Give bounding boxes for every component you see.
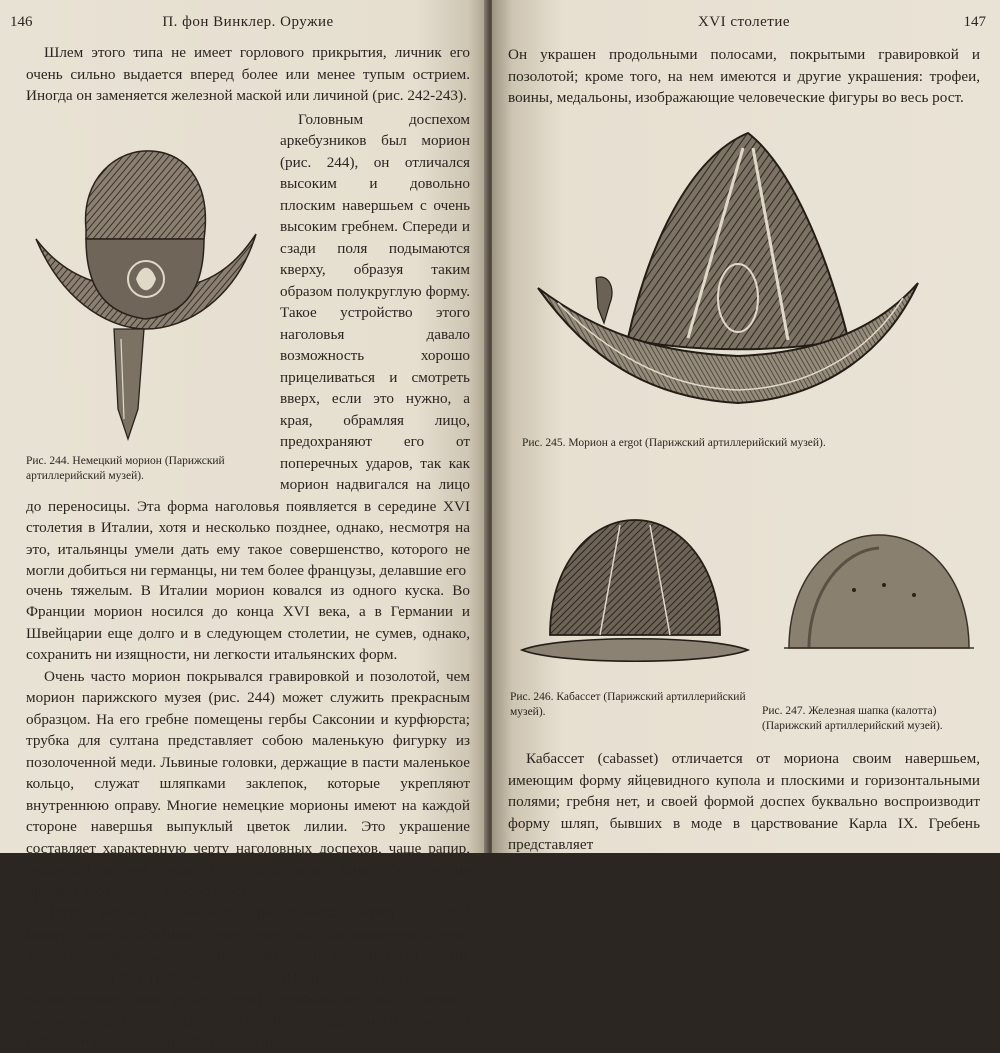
right-page (492, 0, 1000, 853)
morion-244-illustration (26, 139, 266, 459)
left-paragraph-4: Другой морион Парижского артиллерийского музея (рис. 245) может служить образцом формы, известной под названием a ergot, вследствие маленького острия, который оканчивается очень коническое и без гребней навершье. (Некоторые называют такие каски легкими армэ, petits armets.) Превосходная работа данного наголовья дает повод думать, что она принадлежит итальянской работе второй половины XVI столетия. (26, 904, 470, 1050)
figure-247-caption: Рис. 247. Железная шапка (калотта) (Парижский артиллерийский музей). (762, 705, 943, 732)
cabasset-246-illustration (520, 515, 750, 675)
left-page (0, 0, 488, 1050)
page-number-left: 146 (10, 14, 33, 30)
left-paragraph-1: Шлем этого типа не имеет горлового прикрытия, личник его очень сильно выдается вперед более или менее тупым острием. Иногда он заменяется железной маской или личиной (рис. 242-243). (26, 44, 470, 104)
page-number-right: 147 (963, 14, 986, 30)
figure-244 (26, 109, 274, 491)
running-head-right: XVI столетие (697, 14, 791, 30)
figure-245-caption: Рис. 245. Морион a ergot (Парижский артиллерийский музей). (522, 437, 826, 449)
iron-cap-247-illustration (784, 530, 974, 660)
left-paragraph-2-tail: очень тяжелым. В Италии морион ковался из одного куска. Во Франции морион носился до конца XVI века, а в Германии и Швейцарии еще долго и в следующем столетии, не сумев, однако, сохранить ни изящности, ни легкости итальянских форм. (26, 581, 470, 663)
left-page-header (10, 6, 470, 30)
figure-246-caption: Рис. 246. Кабассет (Парижский артиллерийский музей). (510, 691, 746, 718)
left-paragraph-3: Очень часто морион покрывался гравировкой и позолотой, чем морион парижского музея (рис. 244) может служить прекрасным образцом. На его гребне помещены гербы Саксонии и курфюрста; трубка для султана представляет собою маленькую фигурку из позолоченной меди. Львиные головки, держащие в пасти маленькое кольцо, служат шляпками заклепок, которые укрепляют внутреннюю оправу. Многие немецкие морионы имеют на каждой стороне навершья выпуклый цветок лилии. Это украшение составляет характерную черту наголовных доспехов, чаще рапир, городской гвардии города Мюнхена, которая в конце XVI столетия приняла этот символ непорочности. (26, 667, 470, 900)
right-paragraph-1: Он украшен продольными полосами, покрытыми гравировкой и позолотой; кроме того, на нем имеются и другие украшения: трофеи, воины, медальоны, изображающие человеческие фигуры во весь рост. (508, 46, 980, 106)
figure-244-caption: Рис. 244. Немецкий морион (Парижский артиллерийский музей). (26, 454, 225, 482)
running-head-left: П. фон Винклер. Оружие (162, 14, 334, 30)
morion-245-illustration (538, 128, 928, 428)
left-paragraph-2-lead: Головным доспехом аркебузников был морион (рис. 244), он отличался высоким и довольно плоским навершьем с очень высоким гребнем. Спереди и сзади поля подымаются кверху, образуя таким образом полукруглую форму. Такое устройство этого наголовья давало возможность хорошо прицеливаться и смотреть вверх, если это нужно, а края, обрамляя лицо, предохраняют его от поперечных ударов, так как морион надвигался на лицо до переносицы. Эта форма наголовья появляется в середине XVI столетия в Италии, хотя и несколько позднее, однако, несмотря на это, итальянцы умели дать ему такое совершенство, которого не могли добиться ни германцы, ни тем более французы, делавшие его (26, 110, 470, 579)
right-page-header (508, 6, 986, 30)
right-paragraph-2: Кабассет (cabasset) отличается от мориона своим навершьем, имеющим форму яйцевидного купола и плоскими и горизонтальными полями; гребня нет, и своей формой доспех буквально воспроизводит форму шляп, бывших в моде в царствование Карла IX. Гребень представляет (508, 750, 980, 853)
